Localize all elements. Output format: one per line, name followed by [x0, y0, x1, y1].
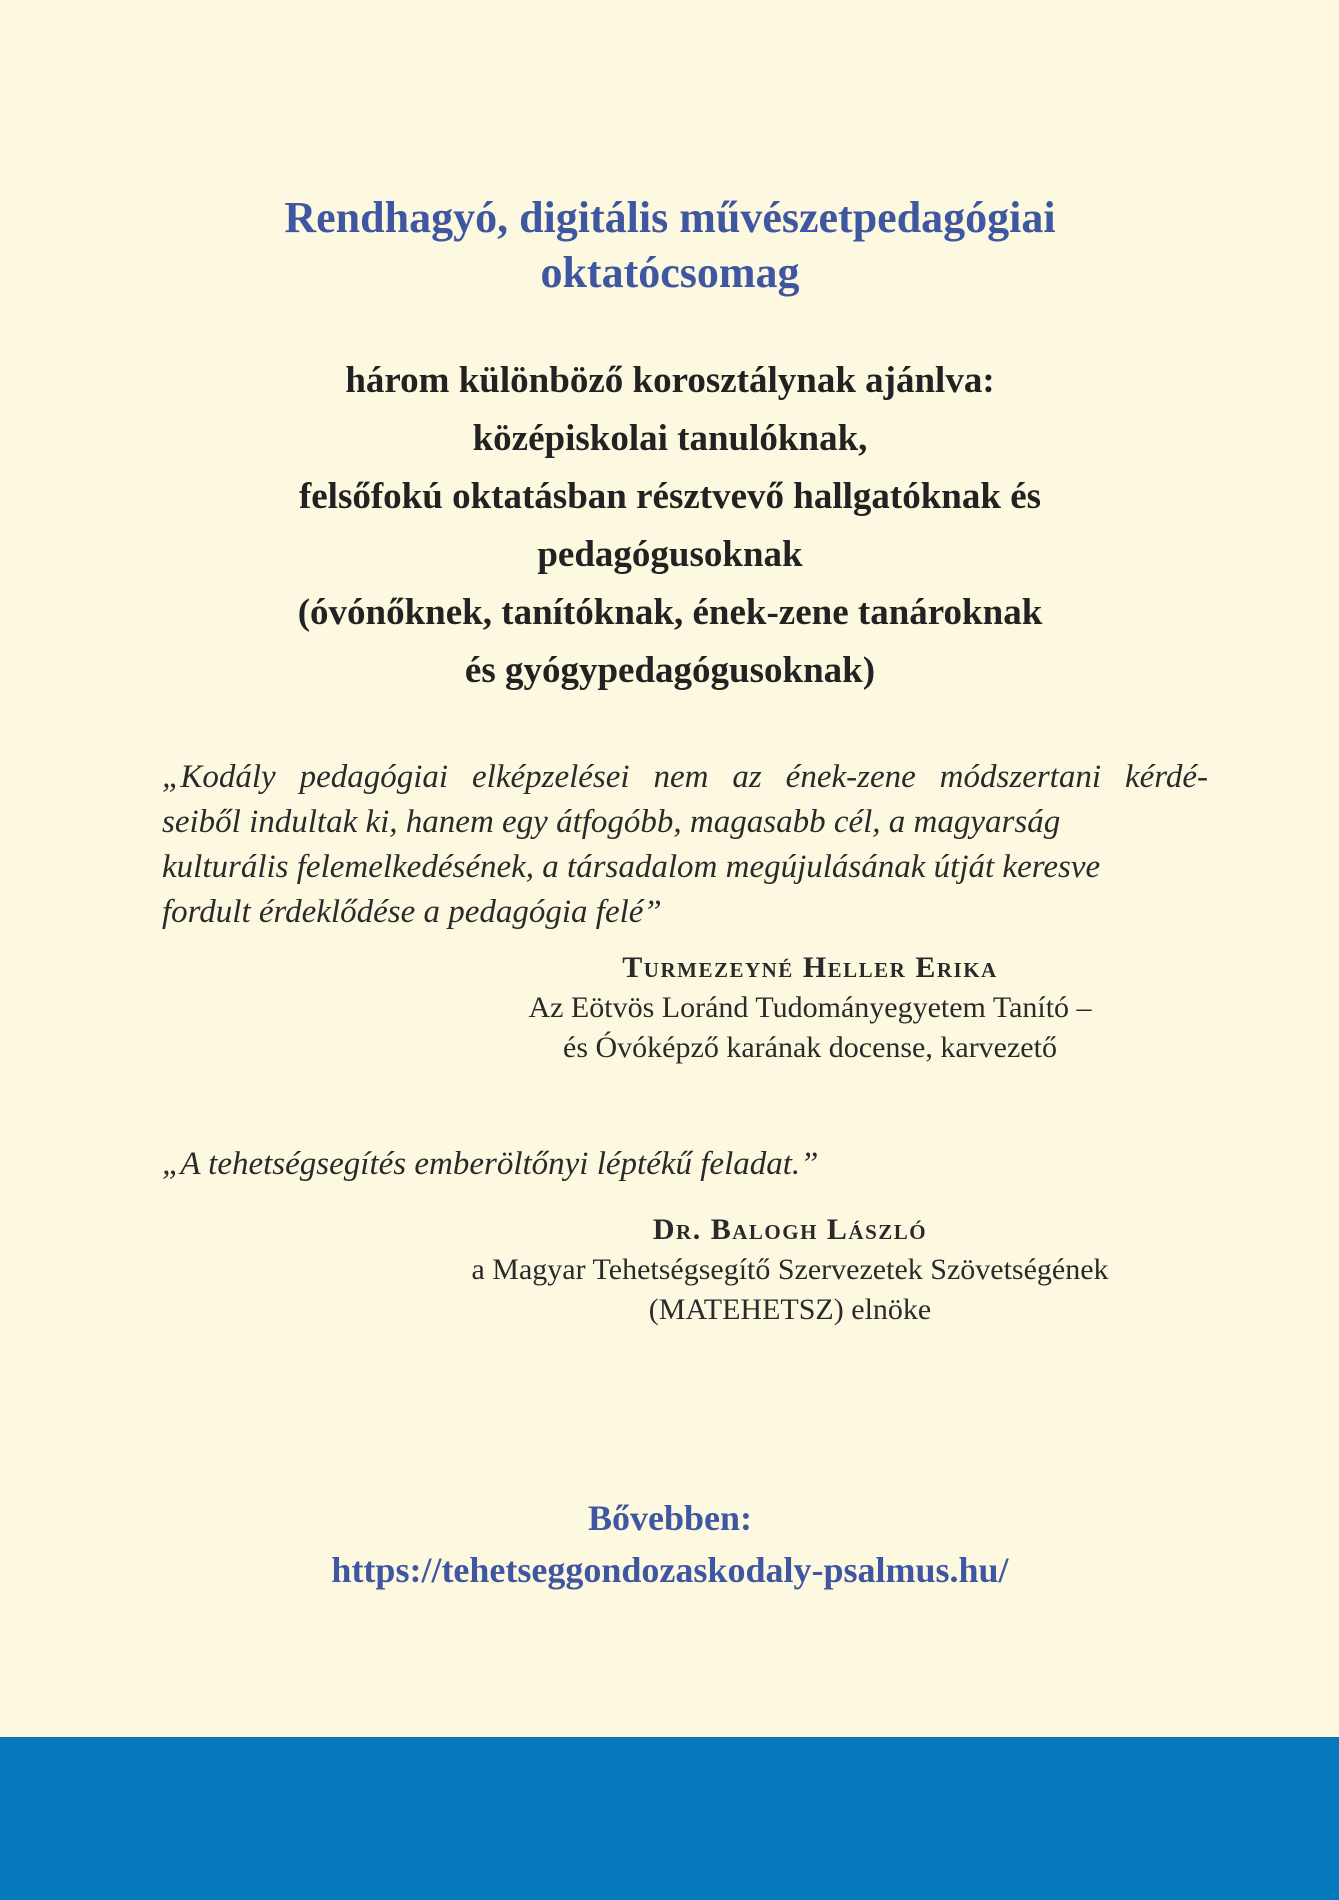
kodaly-quote [162, 755, 1208, 935]
quote2-role-line-2: (MATEHETSZ) elnöke [648, 1293, 932, 1326]
more-info [150, 1492, 1190, 1596]
page-title-line-2: oktatócsomag [540, 248, 800, 297]
website-link[interactable]: https://tehetseggondozaskodaly-psalmus.hu/ [331, 1550, 1009, 1590]
quote2-role-line-1: a Magyar Tehetségsegítő Szervezetek Szövetségének [471, 1253, 1109, 1286]
quote2-attribution [430, 1210, 1150, 1330]
audience-line: három különböző korosztálynak ajánlva: [345, 360, 995, 401]
quote-line: fordult érdeklődése a pedagógia felé” [162, 894, 662, 930]
audience-line: felsőfokú oktatásban résztvevő hallgatóknak és [298, 476, 1042, 517]
talent-quote: „A tehetségsegítés emberöltőnyi léptékű feladat.” [162, 1146, 819, 1182]
quote1-role-line-1: Az Eötvös Loránd Tudományegyetem Tanító – [528, 991, 1092, 1024]
quote-line: „Kodály pedagógiai elképzelései nem az ének-zene módszertani kérdé- [162, 759, 1208, 795]
audience-line: pedagógusoknak [537, 534, 803, 575]
footer-band [0, 1737, 1339, 1900]
target-audience [150, 352, 1190, 700]
page-title-line-1: Rendhagyó, digitális művészetpedagógiai [284, 193, 1056, 242]
audience-line: (óvónőknek, tanítóknak, ének-zene tanároknak [297, 592, 1043, 633]
quote1-attribution [470, 948, 1150, 1068]
page-title [150, 190, 1190, 300]
quote-line: seiből indultak ki, hanem egy átfogóbb, magasabb cél, a magyarság [162, 804, 1061, 840]
quote1-author: Turmezeyné Heller Erika [622, 951, 998, 984]
audience-line: középiskolai tanulóknak, [472, 418, 868, 459]
more-info-label: Bővebben: [587, 1498, 753, 1538]
quote1-role-line-2: és Óvóképző karának docense, karvezető [563, 1031, 1057, 1064]
quote2-author: Dr. Balogh László [652, 1213, 928, 1246]
audience-line: és gyógypedagógusoknak) [464, 650, 876, 691]
quote-line: kulturális felemelkedésének, a társadalom megújulásának útját keresve [162, 849, 1101, 885]
